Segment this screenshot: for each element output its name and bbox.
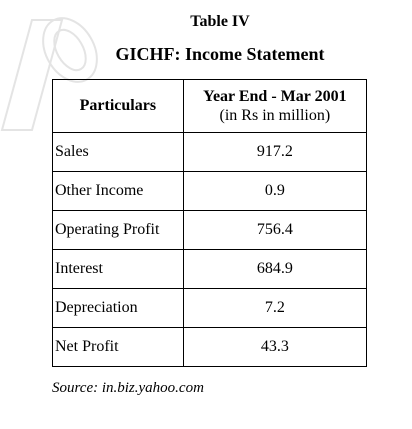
income-statement-table	[52, 79, 367, 367]
row-label: Other Income	[53, 172, 184, 211]
row-label: Interest	[53, 250, 184, 289]
table-label: Table IV	[190, 13, 250, 30]
row-value: 0.9	[183, 172, 366, 211]
source-note: Source: in.biz.yahoo.com	[52, 380, 204, 396]
row-label: Depreciation	[53, 289, 184, 328]
table-row	[53, 133, 367, 172]
row-value: 7.2	[183, 289, 366, 328]
table-header-row	[53, 80, 367, 133]
row-label: Net Profit	[53, 328, 184, 367]
table-row	[53, 328, 367, 367]
header-year-line1: Year End - Mar 2001	[203, 88, 347, 105]
row-label: Sales	[53, 133, 184, 172]
table-row	[53, 172, 367, 211]
table-row	[53, 289, 367, 328]
header-year-line2: (in Rs in million)	[219, 107, 331, 124]
header-particulars: Particulars	[53, 80, 184, 133]
row-label: Operating Profit	[53, 211, 184, 250]
table-row	[53, 211, 367, 250]
header-year-end	[183, 80, 366, 133]
row-value: 684.9	[183, 250, 366, 289]
table-title: GICHF: Income Statement	[115, 44, 325, 64]
table-row	[53, 250, 367, 289]
row-value: 43.3	[183, 328, 366, 367]
row-value: 917.2	[183, 133, 366, 172]
row-value: 756.4	[183, 211, 366, 250]
